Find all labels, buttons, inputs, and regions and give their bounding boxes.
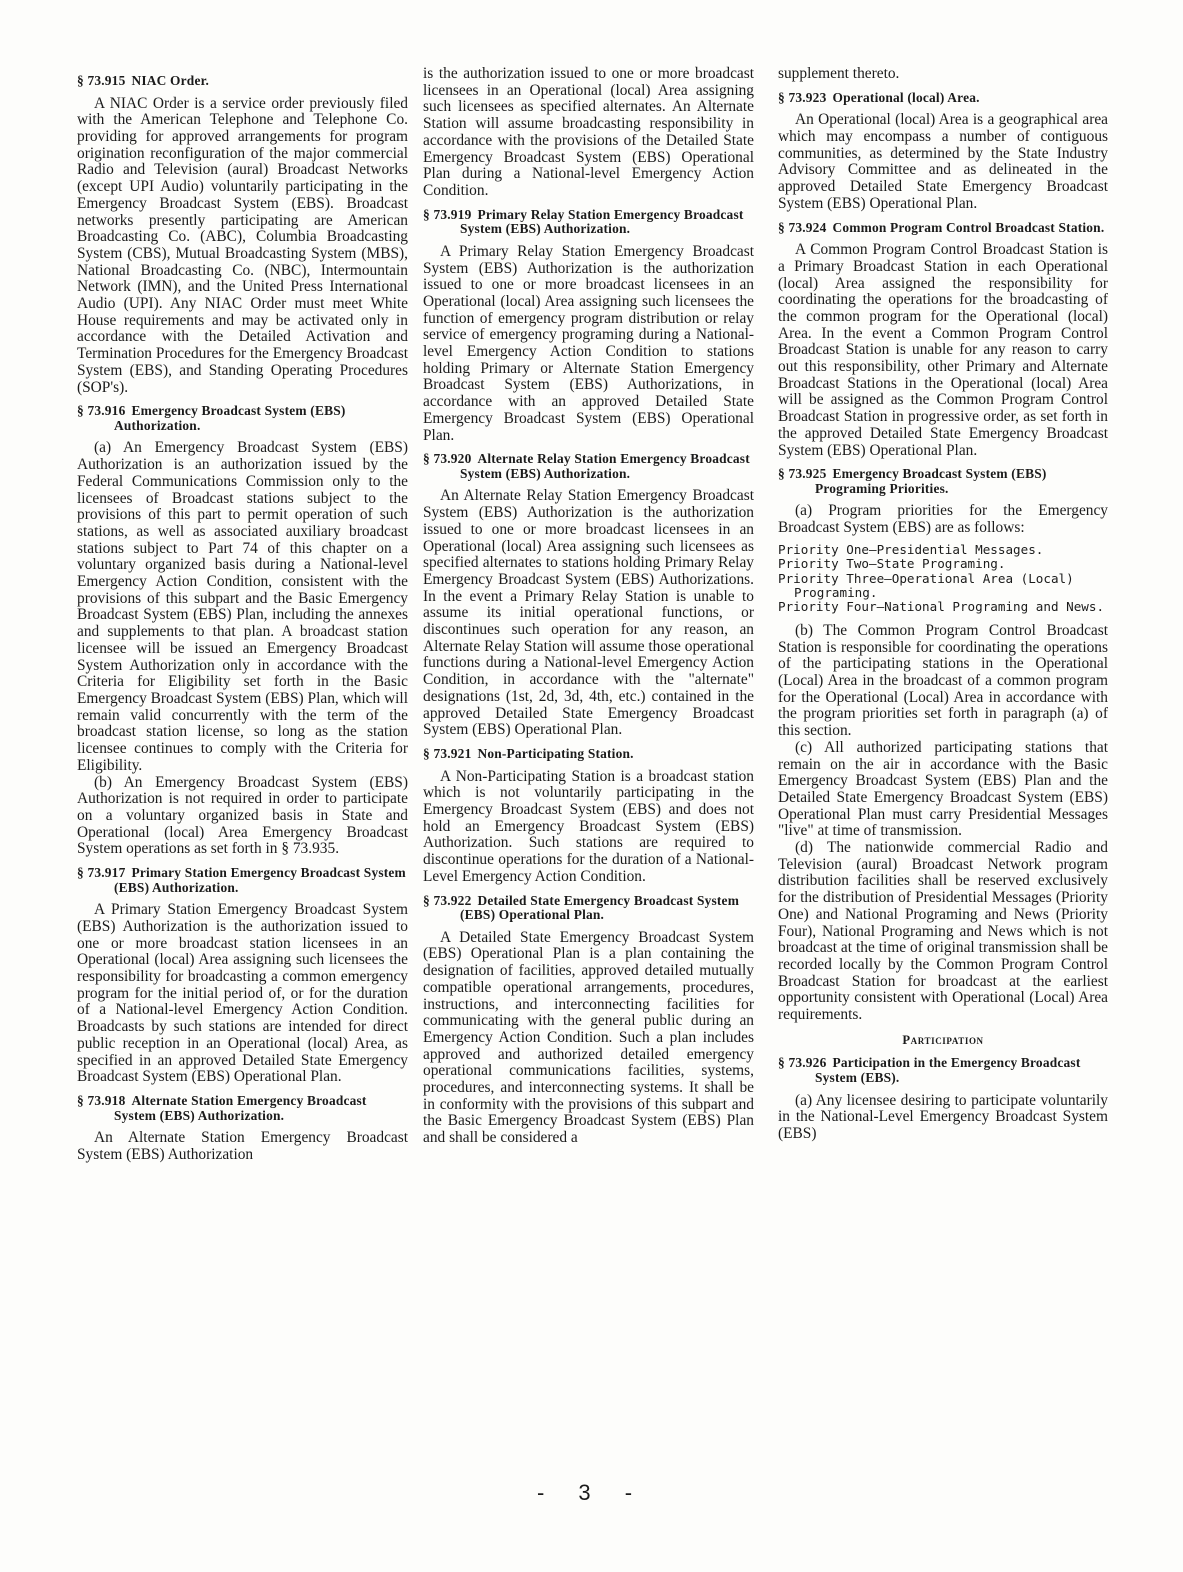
text-column-1 (77, 66, 408, 1170)
column-3-lower (778, 1056, 1108, 1142)
section (778, 66, 1108, 83)
paragraph: is the authorization issued to one or more broadcast licensees in an Operational (local) Area assigning such licensees as specified alternates. An Alternate Station will assume broadcasting responsibility in accordance with the provisions of the Detailed State Emergency Broadcast System (EBS) Operational Plan during a National-level Emergency Action Condition. (423, 65, 754, 199)
paragraph: A NIAC Order is a service order previously filed with the American Telephone and Telephone Co. providing for approved arrangements for program origination reconfiguration of the major commercial Radio and Television (aural) Broadcast Networks (except UPI Audio) voluntarily participating in the Emergency Broadcast System (EBS). Broadcast networks presently participating are American Broadcasting Co. (ABC), Columbia Broadcasting System (CBS), Mutual Broadcasting System (MBS), National Broadcasting Co. (NBC), Intermountain Network (IMN), and the United Press International Audio (UPI). Any NIAC Order must meet White House requirements and may be activated only in accordance with the Detailed Activation and Termination Procedures for the Emergency Broadcast System (EBS), and Standing Operating Procedures (SOP's). (77, 94, 408, 396)
section-heading (423, 747, 754, 762)
paragraph: A Primary Relay Station Emergency Broadcast System (EBS) Authorization is the authorization issued to one or more broadcast licensees in an Operational (local) Area assigning such licensees the function of emergency program distribution or relay service of emergency programing during a National-level Emergency Action Condition to stations holding Primary or Alternate Station Emergency Broadcast System (EBS) Authorizations, in accordance with an approved Detailed State Emergency Broadcast System (EBS) Operational Plan. (423, 242, 754, 444)
priority-list (778, 543, 1108, 615)
section-title: Common Program Control Broadcast Station. (832, 219, 1105, 235)
section-heading (77, 866, 408, 895)
priority-item: Priority Three—Operational Area (Local) Programing. (778, 570, 1074, 601)
priority-item: Priority Two—State Programing. (778, 556, 1006, 572)
section-heading (77, 404, 408, 433)
section-number: § 73.917 (77, 865, 126, 881)
section (778, 221, 1108, 460)
section-title: Emergency Broadcast System (EBS) Authorization. (114, 403, 346, 433)
section-heading (778, 221, 1108, 236)
section-title: Alternate Station Emergency Broadcast System (EBS) Authorization. (114, 1092, 367, 1123)
section-title: Alternate Relay Station Emergency Broadcast System (EBS) Authorization. (460, 451, 750, 481)
section-number: § 73.915 (77, 73, 126, 88)
section-heading (77, 74, 408, 89)
text-column-3 (778, 66, 1108, 1149)
section (778, 1056, 1108, 1142)
paragraph: (b) An Emergency Broadcast System (EBS) Authorization is not required in order to participate on a voluntary organized basis in State and Operational (local) Area Emergency Broadcast System operations as set forth in § 73.935. (77, 773, 408, 858)
paragraph: A Primary Station Emergency Broadcast System (EBS) Authorization is the authorization issued to one or more broadcast station licensees in an Operational (local) Area assigning such licensees the responsibility for broadcasting a common emergency program for the initial period of, or for the duration of a National-level Emergency Action Condition. Broadcasts by such stations are intended for direct public reception in an Operational (local) Area, as specified in an approved Detailed State Emergency Broadcast System (EBS) Operational Plan. (77, 901, 408, 1086)
page-number: - 3 - (536, 1480, 647, 1505)
section (423, 452, 754, 739)
section-heading (77, 1094, 408, 1123)
section-title: Emergency Broadcast System (EBS) Programing Priorities. (815, 466, 1047, 496)
section-number: § 73.919 (423, 206, 472, 222)
paragraph: (a) Any licensee desiring to participate voluntarily in the National-Level Emergency Broadcast System (EBS) (778, 1091, 1108, 1143)
section (77, 866, 408, 1086)
section-title: Primary Station Emergency Broadcast System (EBS) Authorization. (114, 865, 406, 895)
section-number: § 73.918 (77, 1092, 126, 1108)
section-title: Primary Relay Station Emergency Broadcast System (EBS) Authorization. (460, 206, 744, 237)
paragraph: supplement thereto. (778, 65, 900, 82)
section (778, 467, 1108, 537)
section-title: Detailed State Emergency Broadcast System (EBS) Operational Plan. (460, 892, 740, 923)
column-3-upper (778, 66, 1108, 537)
section (778, 91, 1108, 213)
paragraph: A Non-Participating Station is a broadcast station which is not voluntarily participating in the Emergency Broadcast System (EBS) and does not hold an Emergency Broadcast System (EBS) Authorization. Such stations are required to discontinue operations for the duration of a National-Level Emergency Action Condition. (423, 767, 754, 885)
section-title: Participation in the Emergency Broadcast System (EBS). (815, 1055, 1081, 1086)
section-heading (778, 467, 1108, 496)
section-number: § 73.925 (778, 466, 827, 482)
priority-item: Priority One—Presidential Messages. (778, 541, 1044, 557)
section (77, 74, 408, 396)
section (77, 404, 408, 858)
paragraph: (d) The nationwide commercial Radio and Television (aural) Broadcast Network program distribution facilities shall be reserved exclusively for the distribution of Presidential Messages (Priority One) and National Programing and News (Priority Four), National Programing and News which is not broadcast at the time of original transmission shall be recorded locally by the Common Program Control Broadcast Station for broadcast at the earliest opportunity consistent with Operational (Local) Area requirements. (778, 839, 1108, 1024)
section (77, 1094, 408, 1164)
paragraph: An Operational (local) Area is a geographical area which may encompass a number of contiguous communities, as determined by the State Industry Advisory Committee and as delineated in the approved Detailed State Emergency Broadcast System (EBS) Operational Plan. (778, 111, 1108, 212)
section-title: NIAC Order. (131, 73, 210, 88)
paragraph: (a) An Emergency Broadcast System (EBS) Authorization is an authorization issued by the Federal Communications Commission only to the licensees of Broadcast stations subject to the provisions of this part to permit operation of such stations, as well as associated auxiliary broadcast stations subject to Part 74 of this chapter on a voluntary organized basis during a National-level Emergency Action Condition, consistent with the provisions of this subpart and the Basic Emergency Broadcast System (EBS) Plan, including the annexes and supplements to that plan. A broadcast station licensee will be issued an Emergency Broadcast System Authorization only in accordance with the Criteria for Eligibility set forth in the Basic Emergency Broadcast System (EBS) Plan, which will remain valid concurrently with the term of the broadcast station license, so long as the station licensee continues to comply with the Criteria for Eligibility. (77, 439, 408, 774)
section (423, 208, 754, 445)
section-heading (423, 208, 754, 237)
paragraph: A Detailed State Emergency Broadcast System (EBS) Operational Plan is a plan containing the designation of facilities, approved detailed mutually compatible operational arrangements, procedures, instructions, and interconnecting facilities for communicating with the general public during an Emergency Action Condition. Such a plan includes approved and authorized detailed emergency operational communications facilities, systems, procedures, and interconnecting systems. It shall be in conformity with the provisions of this subpart and the Basic Emergency Broadcast System (EBS) Plan and shall be considered a (423, 928, 754, 1147)
text-column-2 (423, 66, 754, 1153)
section-heading (778, 91, 1108, 106)
paragraph: (a) Program priorities for the Emergency Broadcast System (EBS) are as follows: (778, 502, 1108, 537)
section (423, 894, 754, 1147)
paragraph: (b) The Common Program Control Broadcast Station is responsible for coordinating the operations of the participating stations in the Operational (Local) Area in the broadcast of a common program for the Operational (Local) Area in accordance with the program priorities set forth in paragraph (a) of this section. (778, 621, 1108, 740)
section-title: Operational (local) Area. (832, 89, 980, 105)
paragraph: An Alternate Relay Station Emergency Broadcast System (EBS) Authorization is the authorization issued to one or more broadcast licensees in an Operational (local) Area assigning such licensees as specified alternates to stations holding Primary Relay Emergency Broadcast System (EBS) Authorizations. In the event a Primary Relay Station is unable to assume its initial operational functions, or discontinues such operation for any reason, an Alternate Relay Station will assume those operational functions during a National-level Emergency Action Condition, in accordance with the "alternate" designations (1st, 2d, 3d, 4th, etc.) contained in the approved Detailed State Emergency Broadcast System (EBS) Operational Plan. (423, 487, 754, 739)
participation-heading: Participation (902, 1032, 984, 1047)
section-number: § 73.916 (77, 403, 126, 419)
paragraph: An Alternate Station Emergency Broadcast System (EBS) Authorization (77, 1129, 408, 1163)
section-number: § 73.922 (423, 892, 472, 908)
section-title: Non-Participating Station. (477, 745, 634, 761)
column-3-middle (778, 623, 1108, 1024)
priority-item: Priority Four—National Programing and News. (778, 599, 1105, 615)
section-number: § 73.921 (423, 745, 472, 761)
section-number: § 73.920 (423, 451, 472, 467)
section-number: § 73.926 (778, 1055, 827, 1071)
section (423, 66, 754, 200)
section-number: § 73.923 (778, 89, 827, 105)
section-heading (778, 1056, 1108, 1085)
section-heading (423, 894, 754, 923)
paragraph: (c) All authorized participating stations that remain on the air in accordance with the Basic Emergency Broadcast System (EBS) Plan and the Detailed State Emergency Broadcast System (EBS) Operational Plan must carry Presidential Messages "live" at time of transmission. (778, 738, 1108, 840)
paragraph: A Common Program Control Broadcast Station is a Primary Broadcast Station in each Operational (local) Area assigned the responsibility for coordinating the operations for the broadcasting of the common program for the Operational (local) Area. In the event a Common Program Control Broadcast Station is unable for any reason to carry out this responsibility, other Primary and Alternate Broadcast Stations in the Operational (local) Area will be assigned as the Common Program Control Broadcast Station in progressive order, as set forth in the approved Detailed State Emergency Broadcast System (EBS) Operational Plan. (778, 241, 1108, 459)
section-heading (423, 452, 754, 481)
section-number: § 73.924 (778, 219, 827, 235)
section (423, 747, 754, 886)
